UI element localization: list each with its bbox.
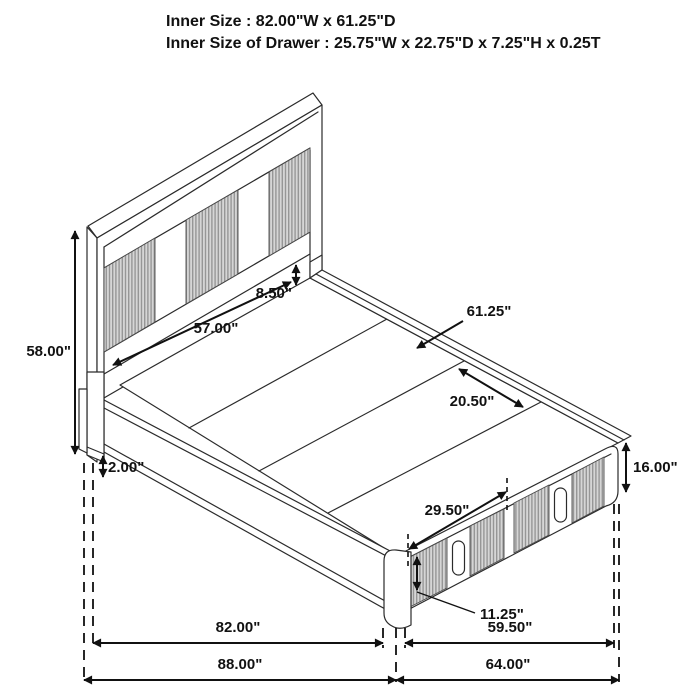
- dim-label: 64.00": [485, 656, 531, 673]
- dim-label: 20.50": [449, 393, 495, 410]
- dim-label: 2.00": [108, 459, 145, 476]
- dim-label: 59.50": [487, 619, 533, 636]
- dim-overall-height: [26, 231, 75, 454]
- dim-label: 11.25": [480, 606, 524, 623]
- dim-label: 16.00": [633, 459, 678, 476]
- dim-foot-inner-width: [405, 619, 614, 643]
- dim-foot-overall-width: [396, 656, 619, 680]
- dim-label: 29.50": [424, 502, 470, 519]
- headboard-leg: [79, 372, 104, 462]
- dim-label: 8.50": [255, 285, 292, 302]
- dim-clearance: [103, 456, 144, 477]
- inner-size-label: Inner Size : 82.00"W x 61.25"D: [166, 13, 396, 30]
- front-corner-post: [384, 550, 411, 628]
- dim-side-overall-length: [84, 656, 396, 680]
- inner-drawer-size-label: Inner Size of Drawer : 25.75"W x 22.75"D x 7.25"H x 0.25T: [166, 35, 601, 52]
- drawer-handle: [555, 488, 567, 522]
- rail-bracket: [79, 389, 87, 453]
- dim-label: 57.00": [193, 320, 239, 337]
- drawer-handle: [453, 541, 465, 575]
- dim-side-inner-length: [93, 619, 383, 643]
- dim-label: 88.00": [217, 656, 263, 673]
- dim-footboard-height: [626, 443, 678, 492]
- dim-label: 61.25": [466, 303, 512, 320]
- dim-label: 82.00": [215, 619, 261, 636]
- dim-label: 58.00": [26, 343, 71, 360]
